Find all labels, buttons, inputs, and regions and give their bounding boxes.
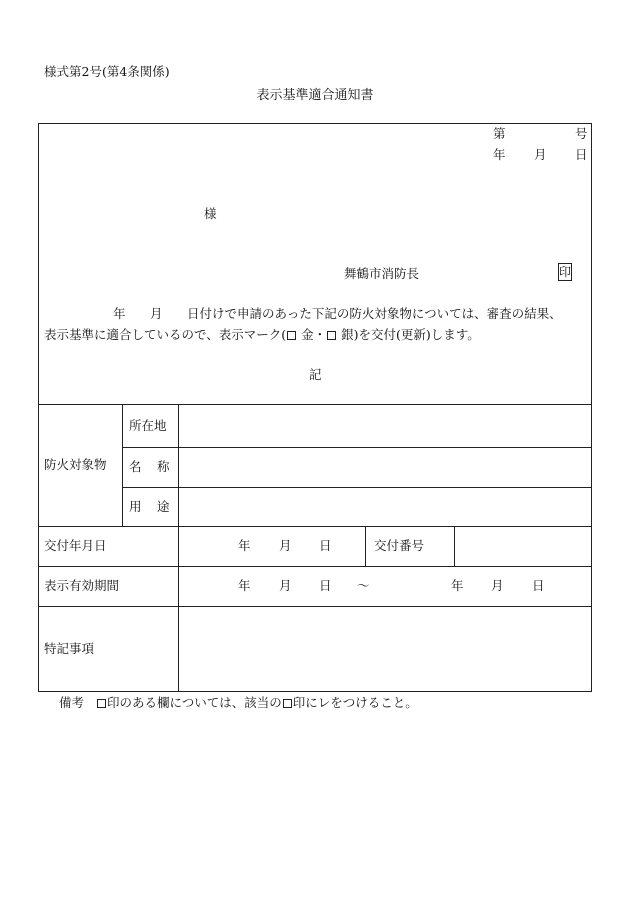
name-label-2: 称 (157, 459, 170, 474)
ki-heading: 記 (309, 367, 322, 382)
addressee-suffix: 様 (204, 206, 217, 221)
issue-date-day: 日 (319, 538, 332, 553)
validity-start-year: 年 (238, 578, 251, 593)
header-year: 年 (493, 147, 506, 162)
validity-end-day: 日 (532, 578, 545, 593)
issuer-name: 舞鶴市消防長 (344, 266, 420, 281)
issue-number-label: 交付番号 (374, 538, 425, 553)
silver-label: 銀)を交付(更新)します。 (341, 327, 480, 342)
seal-mark: 印 (559, 265, 572, 279)
validity-label: 表示有効期間 (44, 578, 120, 593)
body-month: 月 (150, 306, 163, 321)
rule-issue-number-right (454, 526, 455, 566)
body-line1-text: 日付けで申請のあった下記の防火対象物については、審査の結果、 (187, 306, 562, 321)
rule-name (122, 487, 592, 488)
body-year: 年 (113, 306, 126, 321)
rule-validity (38, 606, 592, 607)
number-suffix: 号 (575, 126, 588, 141)
use-label-1: 用 (129, 499, 142, 514)
rule-location (122, 447, 592, 448)
gold-checkbox[interactable] (287, 331, 296, 340)
use-label-2: 途 (157, 499, 170, 514)
validity-end-month: 月 (491, 578, 504, 593)
validity-tilde: 〜 (357, 578, 370, 593)
rule-issue-date (38, 566, 592, 567)
location-label: 所在地 (129, 418, 167, 433)
validity-start-day: 日 (319, 578, 332, 593)
issue-date-month: 月 (279, 538, 292, 553)
notes-label: 特記事項 (44, 641, 95, 656)
document-title: 表示基準適合通知書 (256, 88, 374, 103)
rule-issue-number-left (365, 526, 366, 566)
remarks-line (59, 697, 418, 710)
remarks-box-2 (283, 699, 292, 708)
body-line2-a: 表示基準に適合しているので、表示マーク( (44, 327, 287, 342)
remarks-box-1 (97, 699, 106, 708)
validity-end-year: 年 (451, 578, 464, 593)
issue-date-year: 年 (238, 538, 251, 553)
rule-label-column (178, 404, 179, 692)
form-number: 様式第2号(第4条関係) (44, 64, 170, 79)
name-label-1: 名 (129, 459, 142, 474)
number-prefix: 第 (493, 126, 506, 141)
rule-object-column (122, 404, 123, 526)
body-line2 (44, 329, 480, 342)
gold-label: 金・ (301, 327, 327, 342)
fire-object-label: 防火対象物 (44, 457, 107, 472)
issue-date-label: 交付年月日 (44, 538, 107, 553)
rule-use (38, 526, 592, 527)
validity-start-month: 月 (279, 578, 292, 593)
header-month: 月 (534, 147, 547, 162)
header-day: 日 (575, 147, 588, 162)
remarks-text-a: 印のある欄については、該当の (106, 695, 282, 710)
silver-checkbox[interactable] (327, 331, 336, 340)
remarks-text-b: 印にレをつけること。 (292, 695, 418, 710)
remarks-label: 備考 (59, 695, 85, 710)
